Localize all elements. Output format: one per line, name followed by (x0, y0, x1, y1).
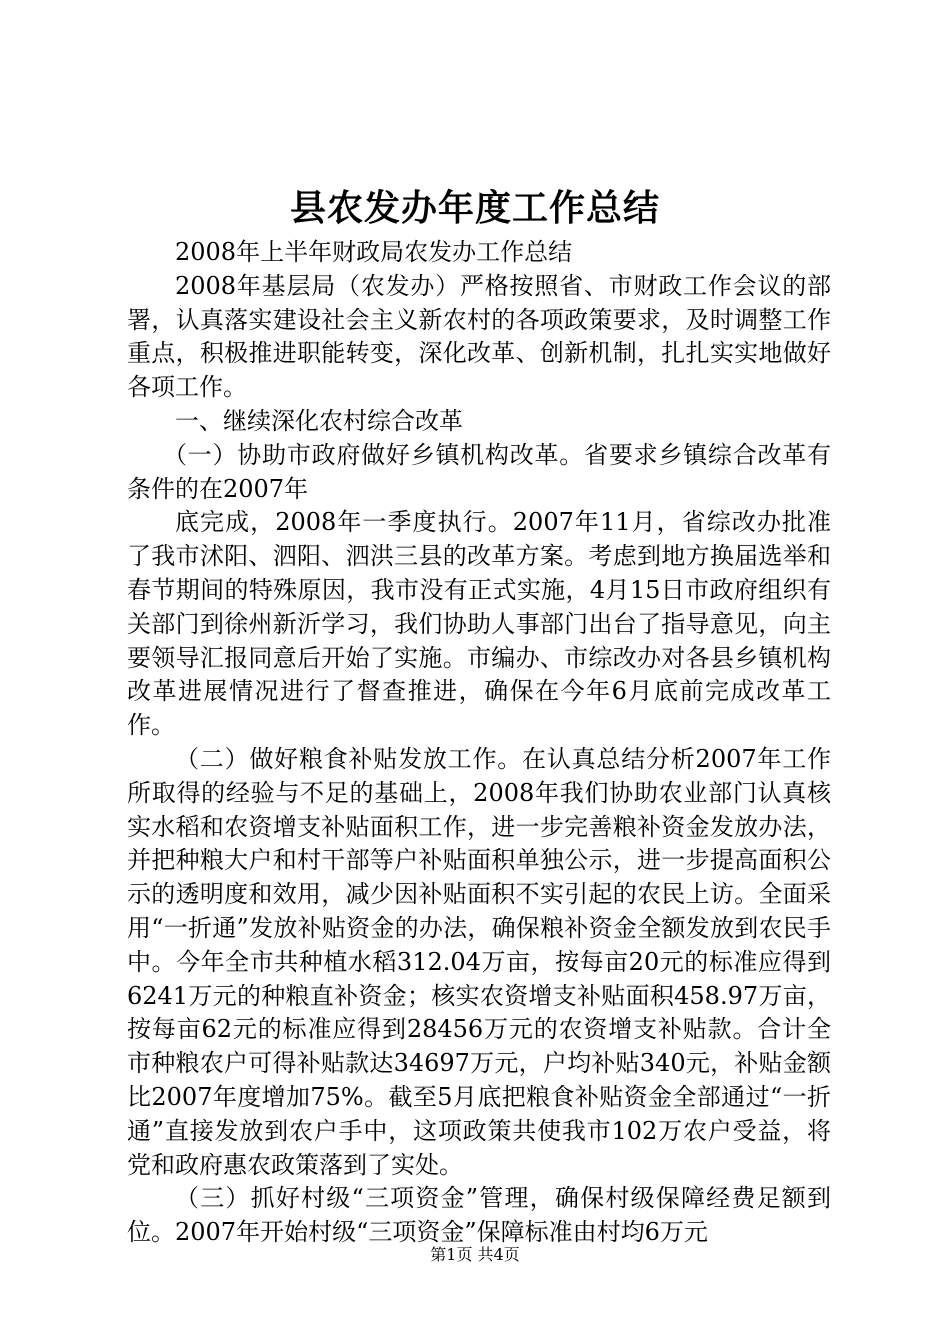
subsection-1-paragraph: （一）协助市政府做好乡镇机构改革。省要求乡镇综合改革有条件的在2007年 (127, 440, 831, 503)
subsection-2-paragraph: （二）做好粮食补贴发放工作。在认真总结分析2007年工作所取得的经验与不足的基础上，2008年我们协助农业部门认真核实水稻和农资增支补贴面积工作，进一步完善粮补资金发放办法，并把种粮大户和村干部等户补贴面积单独公示，进一步提高面积公示的透明度和效用，减少因补贴面积不实引起的农民上访。全面采用“一折通”发放补贴资金的办法，确保粮补资金全额发放到农民手中。今年全市共种植水稻312.04万亩，按每亩20元的标准应得到6241万元的种粮直补资金；核实农资增支补贴面积458.97万亩，按每亩62元的标准应得到28456万元的农资增支补贴款。合计全市种粮农户可得补贴款达34697万元，户均补贴340元，补贴金额比2007年度增加75%。截至5月底把粮食补贴资金全部通过“一折通”直接发放到农户手中，这项政策共使我市102万农户受益，将党和政府惠农政策落到了实处。 (127, 744, 831, 1179)
intro-paragraph: 2008年基层局（农发办）严格按照省、市财政工作会议的部署，认真落实建设社会主义新农村的各项政策要求，及时调整工作重点，积极推进职能转变，深化改革、创新机制，扎扎实实地做好各项工作。 (127, 271, 831, 402)
document-body (127, 236, 831, 1250)
subtitle-paragraph: 2008年上半年财政局农发办工作总结 (175, 238, 573, 266)
document-title: 县农发办年度工作总结 (289, 187, 660, 229)
subsection-3-paragraph: （三）抓好村级“三项资金”管理，确保村级保障经费足额到位。2007年开始村级“三项资金”保障标准由村均6万元 (127, 1184, 831, 1247)
subsection-1-continued-paragraph: 底完成，2008年一季度执行。2007年11月，省综改办批准了我市沭阳、泗阳、泗洪三县的改革方案。考虑到地方换届选举和春节期间的特殊原因，我市没有正式实施，4月15日市政府组织有关部门到徐州新沂学习，我们协助人事部门出台了指导意见，向主要领导汇报同意后开始了实施。市编办、市综改办对各县乡镇机构改革进展情况进行了督查推进，确保在今年6月底前完成改革工作。 (127, 508, 831, 740)
section-heading: 一、继续深化农村综合改革 (175, 406, 463, 435)
page-footer: 第1页 共4页 (430, 1245, 520, 1264)
